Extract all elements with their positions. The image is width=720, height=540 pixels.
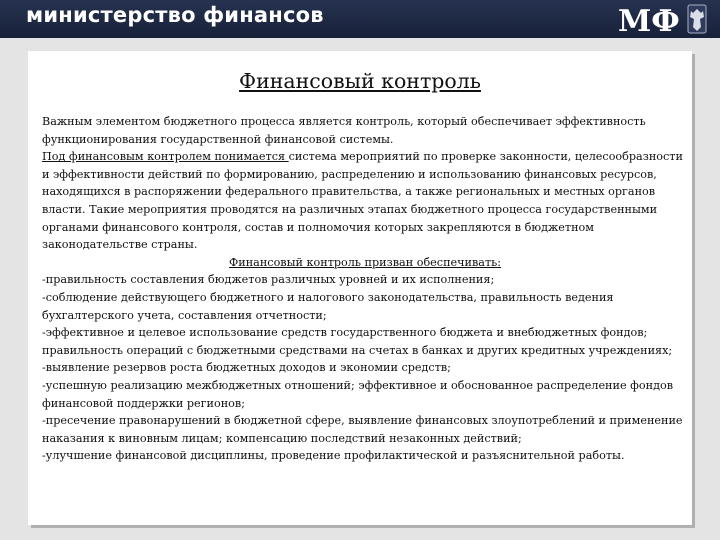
list-item: бухгалтерского учета, составления отчетности;: [42, 308, 327, 322]
list-item: -правильность составления бюджетов различных уровней и их исполнения;: [42, 273, 495, 287]
ministry-logo: [612, 2, 712, 36]
content-panel: [28, 51, 692, 525]
list-item: -соблюдение действующего бюджетного и налогового законодательства, правильность ведения: [42, 290, 614, 304]
list-item: -успешную реализацию межбюджетных отношений; эффективное и обоснованное распределение фондов: [42, 378, 674, 392]
page-title: Финансовый контроль: [239, 69, 481, 93]
text-line: функционирования государственной финансовой системы.: [42, 132, 394, 146]
text-line: находящихся в распоряжении федерального правительства, а также региональных и местных органов: [42, 185, 656, 199]
eagle-emblem-icon: [688, 5, 706, 33]
text-line: Важным элементом бюджетного процесса является контроль, который обеспечивает эффективность: [42, 115, 646, 128]
definition-term: Под финансовым контролем понимается: [42, 150, 289, 164]
definition-text: система мероприятий по проверке законности, целесообразности: [288, 150, 683, 164]
header-bar: [0, 0, 720, 38]
list-item: -выявление резервов роста бюджетных доходов и экономии средств;: [42, 361, 451, 375]
list-item: правильность операций с бюджетными средствами на счетах в банках и других кредитных учреждениях;: [42, 343, 673, 357]
text-line: власти. Такие мероприятия проводятся на различных этапах бюджетного процесса государственными: [42, 202, 658, 216]
body-text: [42, 113, 688, 465]
logo-text: МФ: [618, 4, 680, 36]
list-item: наказания к виновным лицам; компенсацию последствий незаконных действий;: [42, 431, 522, 445]
text-line: [42, 148, 688, 166]
list-item: -улучшение финансовой дисциплины, проведение профилактической и разъяснительной работы.: [42, 449, 625, 463]
text-line: законодательстве страны.: [42, 238, 198, 252]
list-item: финансовой поддержки регионов;: [42, 396, 245, 410]
text-line: органами финансового контроля, состав и полномочия которых закрепляются в бюджетном: [42, 220, 594, 234]
ministry-title: министерство финансов: [26, 3, 324, 27]
list-heading: Финансовый контроль призван обеспечивать:: [228, 255, 502, 269]
text-line: и эффективности действий по формированию, распределению и использованию финансовых ресурсов,: [42, 167, 657, 181]
list-item: -пресечение правонарушений в бюджетной сфере, выявление финансовых злоупотреблений и применение: [42, 414, 683, 428]
list-item: -эффективное и целевое использование средств государственного бюджета и внебюджетных фондов;: [42, 326, 648, 340]
